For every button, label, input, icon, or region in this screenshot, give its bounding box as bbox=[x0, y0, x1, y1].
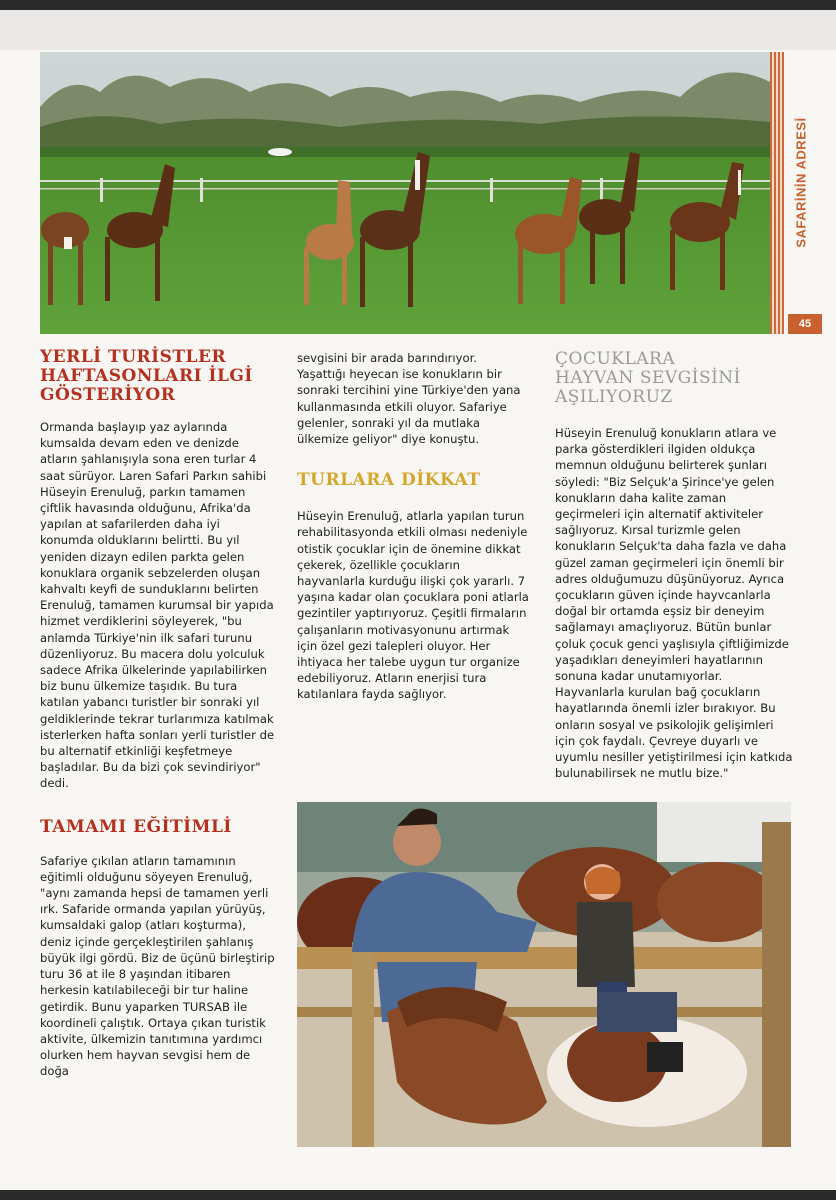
magazine-page bbox=[0, 10, 836, 1190]
column-2 bbox=[297, 350, 529, 703]
paragraph: Hüseyin Erenuluğ, atlarla yapılan turun rehabilitasyonda etkili olması nedeniyle otistik çocuklar için de önemine dikkat çekerek, özellikle çocukların hayvanlarla kurduğu ilişki çok yararlı. 7 yaşına kadar olan çocuklara poni atlarla gezintiler yaptırıyoruz. Çeşitli firmaların çalışanların motivasyonunu artırmak için özel gezi talepleri oluyor. Her ihtiyaca her talebe uygun tur organize edebiliyoruz. Atların enerjisi tura katılanlara fayda sağlıyor. bbox=[297, 509, 529, 702]
column-1 bbox=[40, 348, 276, 1080]
heading-tamami-egitimli: TAMAMI EĞİTİMLİ bbox=[40, 816, 232, 837]
paragraph: Hüseyin Erenuluğ konukların atlara ve parka gösterdikleri ilgiden oldukça memnun olduğunu belirterek şunları söyledi: "Biz Selçuk'a Şirince'ye gelen konukların daha kalite zaman geçirmeleri için alternatif aktiviteler sağlıyoruz. Kırsal turizmle gelen konukların Selçuk'ta daha fazla ve daha güzel zaman geçirmeleri için önemli bir adres olduğumuzu düşünüyoruz. Ayrıca çocukların güven içinde hayvcanlarla doğal bir ortamda eşsiz bir deneyim sağlamayı amaçlıyoruz. Bütün bunlar çoluk çocuk genci yaşlısıyla çiftliğimizde yaşadıkları deneyimleri hayatlarının sonuna kadar unutamıyorlar. Hayvanlarla kurulan bağ çocukların hayatlarında önemli izler bırakıyor. Bu onların sosyal ve psikolojik gelişimleri için çok faydalı. Çevreye duyarlı ve uyumlu nesiller yetiştirilmesi için katkıda bulunabilirsek ne mutlu bize." bbox=[555, 426, 793, 781]
paragraph: sevgisini bir arada barındırıyor. Yaşattığı heyecan ise konukların bir sonraki tercihini yine Türkiye'den yana kullanmasında etkili oluyor. Safariye gelenler, sonraki yıl da mutlaka ülkemize geliyor" diye konuştu. bbox=[297, 351, 521, 447]
heading-yerli-turistler: YERLİ TURİSTLER HAFTASONLARI İLGİ GÖSTERİYOR bbox=[40, 347, 253, 405]
page-number: 45 bbox=[788, 314, 822, 334]
section-label: SAFARİNİN ADRESİ bbox=[793, 116, 809, 248]
column-3 bbox=[555, 350, 795, 781]
paragraph: Ormanda başlayıp yaz aylarında kumsalda devam eden ve denizde atların şahlanışıyla sona eren turlar 4 saat sürüyor. Laren Safari Parkın sahibi Hüseyin Erenuluğ, parkın tamamen çiftlik havasında olduğunu, Afrika'da yapılan at safarilerden daha iyi konumda olduklarını belirtti. Bu yıl yeniden dizayn edilen parkta gelen konuklara organik sebzelerden oluşan kahvaltı keyfi de sunduklarını belirten Erenuluğ, tamamen kurumsal bir yapıda hizmet verdiklerini söyleyerek, "bu anlamda Türkiye'nin ilk safari turunu düzenliyoruz. Bu macera dolu yolculuk sadece Afrika ülkelerinde yapılabilirken biz bunu ülkemize taşıdık. Bu tura katılan yabancı turistler bir sonraki yıl geldiklerinde tekrar turlarımıza katılmak isterlerken hafta sonları yerli turistler de bu alternatif etkinliği keşfetmeye başladılar. Bu da bizi çok sevindiriyor" dedi. bbox=[40, 420, 275, 791]
page-top-band bbox=[0, 10, 836, 50]
pony-ride-photo bbox=[297, 802, 791, 1147]
side-stripe bbox=[770, 52, 784, 334]
paragraph: Safariye çıkılan atların tamamının eğitimli olduğunu söyeyen Erenuluğ, "aynı zamanda hepsi de tamamen yerli ırk. Safaride ormanda yapılan yürüyüş, kumsaldaki galop (atları koşturma), deniz içinde gerçekleştirilen şahlanış büyük ilgi gördü. Biz de üçünü birleştirip turu 36 at ile 8 yaşından itibaren herkesin katılabileceği bir tur haline getirdik. Bunu yaparken TURSAB ile koordineli çalıştık. Ortaya çıkan turistik aktivite, ülkemizin tanıtımına yardımcı olurken hem hayvan sevgisi hem de doğa bbox=[40, 853, 275, 1079]
heading-turlara-dikkat: TURLARA DİKKAT bbox=[297, 470, 481, 491]
heading-cocuklara: ÇOCUKLARA HAYVAN SEVGİSİNİ AŞILIYORUZ bbox=[555, 349, 741, 407]
horses-field-photo bbox=[40, 52, 770, 334]
